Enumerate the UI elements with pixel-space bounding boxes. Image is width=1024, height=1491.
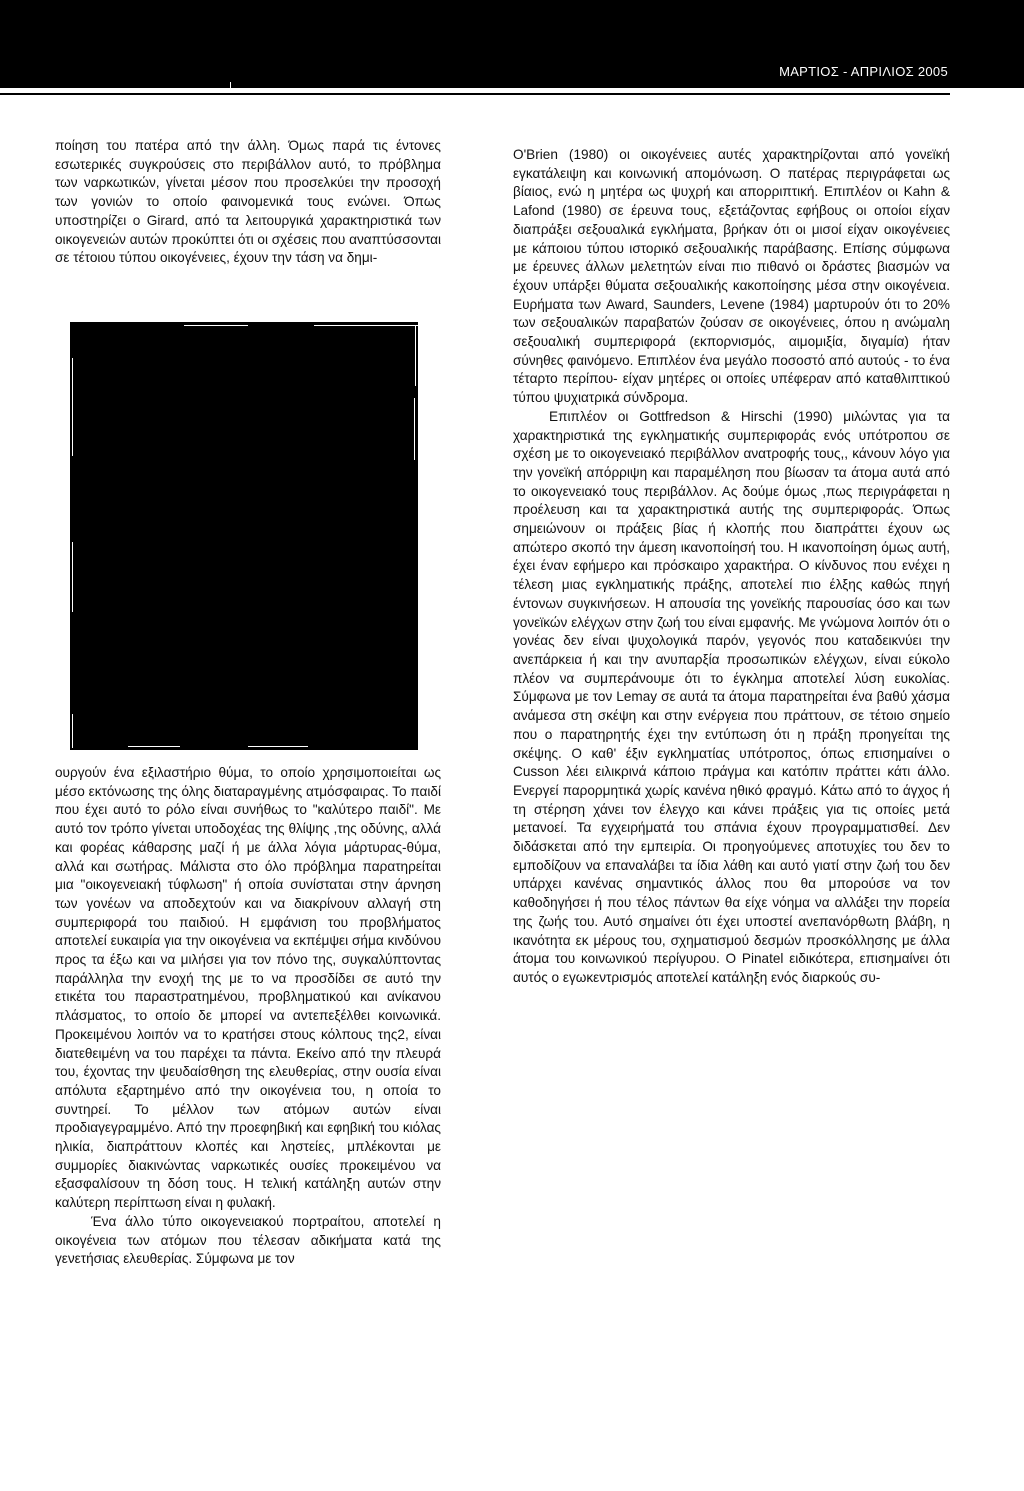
- left-column-bottom-text: [55, 764, 441, 1269]
- frame-line: [314, 325, 418, 326]
- frame-line: [72, 542, 73, 612]
- left-column-top-text: [55, 137, 441, 268]
- frame-line: [248, 746, 308, 747]
- issue-date-header: ΜΑΡΤΙΟΣ - ΑΠΡΙΛΙΟΣ 2005: [779, 64, 948, 79]
- frame-line: [72, 714, 73, 748]
- paragraph: O'Brien (1980) οι οικογένειες αυτές χαρακτηρίζονται από γονεϊκή εγκατάλειψη και κοινωνική απομόνωση. Ο πατέρας περιγράφεται ως βίαιος, ενώ η μητέρα ως ψυχρή και απορριπτική. Επιπλέον οι Kahn & Lafond (1980) σε έρευνα τους, εξετάζοντας εφήβους οι οποίοι είχαν διαπράξει σεξουαλικά εγκλήματα, βρήκαν ότι οι μισοί είχαν οικογένειες με κάποιου τύπου ιστορικό σεξουαλικής παράβασης. Επίσης σύμφωνα με έρευνες άλλων μελετητών είναι πιο πιθανό οι δράστες βιασμών να έχουν υπάρξει θύματα σεξουαλικής κακοποίησης μέσα στην οικογένεια. Ευρήματα των Award, Saunders, Levene (1984) μαρτυρούν ότι το 20% των σεξουαλικών παραβατών ζούσαν σε οικογένειες, όπου η ανώμαλη σεξουαλική συμπεριφορά (εκπορνισμός, αιμομιξία, διγαμία) ήταν σύνηθες φαινόμενο. Επιπλέον ένα μεγάλο ποσοστό από αυτούς - το ένα τέταρτο περίπου- είχαν μητέρες οι οποίες υπέφεραν από καταθλιπτικού τύπου ψυχιατρικά σύνδρομα.: [513, 147, 950, 406]
- frame-line: [414, 398, 415, 460]
- paragraph: ποίηση του πατέρα από την άλλη. Όμως παρά τις έντονες εσωτερικές συγκρούσεις στο περιβάλλον αυτό, το πρόβλημα των ναρκωτικών, γίνεται μέσον που προσελκύει την προσοχή των γονιών το οποίο φαινομενικά τους ενώνει. Όπως υποστηρίζει ο Girard, από τα λειτουργικά χαρακτηριστικά των οικογενειών αυτών προκύπτει ότι οι σχέσεις που αναπτύσσονται σε τέτοιου τύπου οικογένειες, έχουν την τάση να δημι-: [55, 138, 441, 266]
- paragraph: Ένα άλλο τύπο οικογενειακού πορτραίτου, αποτελεί η οικογένεια των ατόμων που τέλεσαν αδικήματα κατά της γενετήσιας ελευθερίας. Σύμφωνα με τον: [55, 1213, 441, 1267]
- frame-line: [128, 746, 180, 747]
- frame-line: [72, 358, 73, 456]
- header-bar: [0, 0, 1024, 88]
- paragraph: Επιπλέον οι Gottfredson & Hirschi (1990) μιλώντας για τα χαρακτηριστικά της εγκληματικής συμπεριφοράς ενός υπότροπου σε σχέση με το οικογενειακό περιβάλλον ανατροφής τους,, κάνουν λόγο για την γονεϊκή απόρριψη και παραμέληση που βίωσαν τα άτομα αυτά από το οικογενειακό τους περιβάλλον. Ας δούμε όμως ,πως περιγράφεται η προέλευση και τα χαρακτηριστικά αυτής της συμπεριφοράς. Όπως σημειώνουν οι πράξεις βίας ή κλοπής που διαπράττει έχουν ως απώτερο σκοπό την άμεση ικανοποίησή του. Η ικανοποίηση όμως αυτή, έχει έναν εφήμερο και πρόσκαιρο χαρακτήρα. Ο κίνδυνος που ενέχει η τέλεση μιας εγκληματικής πράξης, αποτελεί πιο έλξης καθώς πηγή έντονων συγκινήσεων. Η απουσία της γονεϊκής παρουσίας όσο και των γονεϊκών ελέγχων στην ζωή του είναι εμφανής. Με γνώμονα λοιπόν ότι ο γονέας δεν είναι ψυχολογικά παρόν, γεγονός που καταδεικνύει την ανεπάρκεια ή και την ανυπαρξία προσωπικών ελέγχων, είναι εύκολο πλέον να συμπεράνουμε ότι το έγκλημα αποτελεί λύση ευκολίας. Σύμφωνα με τον Lemay σε αυτά τα άτομα παρατηρείται ένα βαθύ χάσμα ανάμεσα στη σκέψη και στην ενέργεια που πράττουν, σε τέτοιο σημείο που ο παρατηρητής έχει την εντύπωση ότι η πράξη προηγείται της σκέψης. Ο καθ' έξιν εγκληματίας υπότροπος, όπως επισημαίνει ο Cusson λέει ειλικρινά κάποιο πράγμα και κατόπιν πράττει κάτι άλλο. Ενεργεί παρορμητικά χωρίς κανένα ηθικό φραγμό. Κάτω από το άγχος ή τη στέρηση χάνει τον έλεγχο και κάνει πράξεις για τις οποίες μετά μετανοεί. Τα εγχειρήματά του σπάνια έχουν προγραμματισθεί. Δεν διδάσκεται από την εμπειρία. Οι προηγούμενες αποτυχίες του δεν το εμποδίζουν να επαναλάβει τα ίδια λάθη και αυτό γιατί στην ζωή του δεν υπάρχει κανένας σημαντικός άλλος που θα μπορούσε να τον καθοδηγήσει ή που τέλος πάντων θα είχε νόημα να αλλάξει την πορεία της ζωής του. Αυτό σημαίνει ότι έχει υποστεί ανεπανόρθωτη βλάβη, η ικανότητα εκ μέρους του, σχηματισμού δεσμών προσκόλλησης με άλλα άτομα του κοινωνικού περίγυρου. Ο Pinatel ειδικότερα, επισημαίνει ότι αυτός ο εγωκεντρισμός αποτελεί κατάληξη ενός διαρκούς συ-: [513, 408, 950, 985]
- paragraph: ουργούν ένα εξιλαστήριο θύμα, το οποίο χρησιμοποιείται ως μέσο εκτόνωσης της όλης διαταραγμένης ατμόσφαιρας. Το παιδί που έχει αυτό το ρόλο είναι συνήθως το "καλύτερο παιδί". Με αυτό τον τρόπο γίνεται υποδοχέας της θλίψης ,της οδύνης, αλλά και φορέας κάθαρσης μαζί ή με άλλα λόγια μάρτυρας-θύμα, αλλά και σωτήρας. Μάλιστα στο όλο πρόβλημα παρατηρείται μια "οικογενειακή τύφλωση" ή οποία συνίσταται στην άρνηση των γονέων να αποδεχτούν και να διακρίνουν αλλαγή στη συμπεριφορά του παιδιού. Η εμφάνιση του προβλήματος αποτελεί ευκαιρία για την οικογένεια να εκπέμψει σήμα κινδύνου προς τα έξω και να μιλήσει για τον πόνο της, συγκαλύπτοντας παράλληλα την ενοχή της με το να προσδίδει σε αυτό την ετικέτα του παραστρατημένου, προβληματικού και ανίκανου πλάσματος, το οποίο δε μπορεί να αντεπεξέλθει κοινωνικά. Προκειμένου λοιπόν να το κρατήσει στους κόλπους της2, είναι διατεθειμένη να του παρέχει τα πάντα. Εκείνο από την πλευρά του, έχοντας την ψευδαίσθηση της ελευθερίας, στην ουσία είναι απόλυτα εξαρτημένο από την οικογένεια του, η οποία το συντηρεί. Το μέλλον των ατόμων αυτών είναι προδιαγεγραμμένο. Από την προεφηβική και εφηβική του κιόλας ηλικία, διαπράττουν κλοπές και ληστείες, μπλέκονται με συμμορίες διακινώντας ναρκωτικές ουσίες προκειμένου να εξασφαλίσουν τη δόση τους. Η τελική κατάληξη αυτών στην καλύτερη περίπτωση είναι η φυλακή.: [55, 765, 441, 1211]
- dark-photo-placeholder: [70, 322, 418, 750]
- frame-line: [415, 326, 416, 386]
- frame-line: [184, 325, 248, 326]
- header-divider-black: [0, 93, 950, 95]
- right-column-text: [513, 146, 950, 988]
